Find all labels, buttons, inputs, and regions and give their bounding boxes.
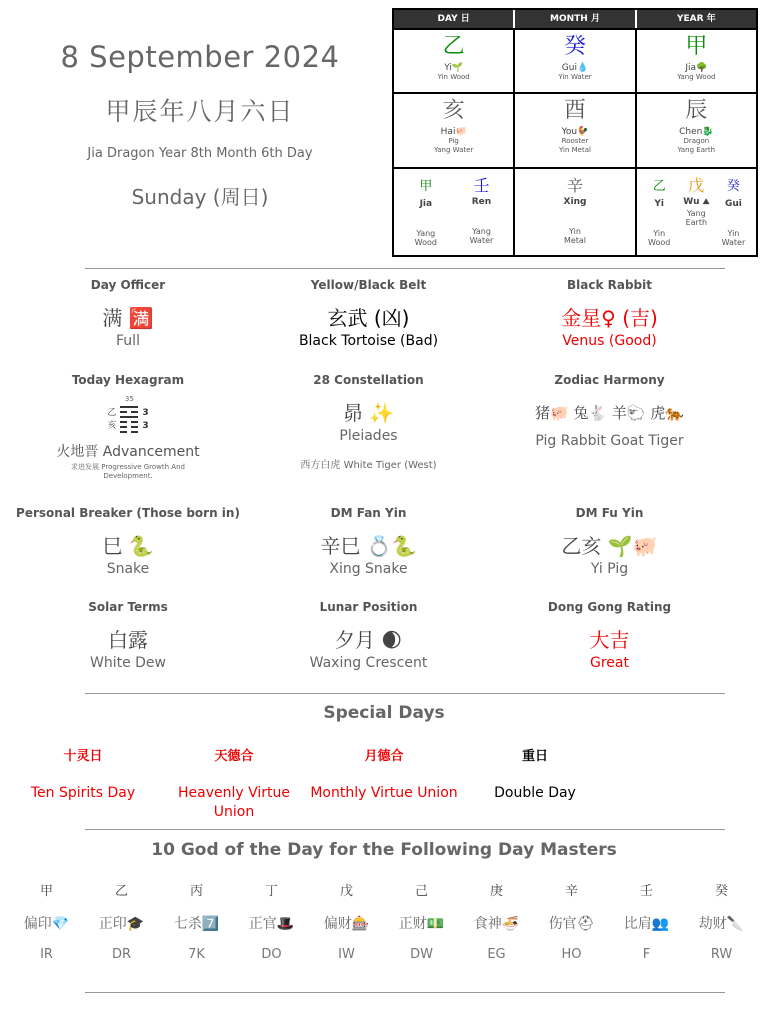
rabbit-en: Venus (Good)	[562, 333, 657, 349]
solar-zh: 白露	[108, 628, 148, 652]
hexagram-line	[120, 406, 138, 408]
hidden-stem	[466, 169, 496, 255]
ten-god-item	[459, 880, 534, 962]
hexagram-name: 火地晋 Advancement	[56, 444, 200, 460]
stem-cell-year	[637, 30, 756, 92]
branch-char: 酉	[563, 98, 586, 123]
date-chinese: 甲辰年八月六日	[105, 97, 295, 126]
branch-element: Yang Water	[433, 146, 474, 154]
special-day-en: Double Day	[494, 785, 576, 801]
branch-label: Chen🐉	[679, 127, 714, 137]
belt-zh: 玄武 (凶)	[327, 306, 410, 330]
hidden-stem	[560, 169, 590, 255]
dong-gong-rating	[481, 600, 738, 671]
day-officer-zh: 满 🈵	[102, 306, 154, 330]
god-name: 伤官⛑	[548, 916, 595, 932]
hidden-stem-roman: Ren	[471, 197, 492, 207]
branch-animal: Rooster	[561, 137, 589, 145]
branch-animal: Dragon	[683, 137, 710, 145]
stem-cell-day	[394, 30, 515, 92]
hexagram-line	[120, 411, 138, 413]
belt-en: Black Tortoise (Bad)	[298, 333, 439, 349]
god-name: 偏印💎	[23, 916, 70, 932]
hexagram-figure	[0, 395, 256, 441]
god-stem: 辛	[564, 884, 578, 899]
hidden-stem-roman: Yi	[654, 199, 664, 209]
hidden-cell-day	[394, 169, 515, 255]
pillar-header-year: YEAR 年	[676, 14, 716, 24]
hidden-stem-char: 癸	[726, 179, 740, 194]
special-day-item	[18, 745, 148, 803]
hexagram-upper: 乙	[107, 408, 117, 418]
date-header	[0, 40, 400, 210]
god-abbr: DR	[111, 947, 132, 962]
weekday: Sunday (周日)	[131, 185, 269, 209]
date-subtitle: Jia Dragon Year 8th Month 6th Day	[87, 146, 313, 161]
hexagram-lower: 亥	[107, 421, 117, 431]
hidden-stem-char: 壬	[473, 176, 490, 195]
dong-gong-zh: 大吉	[589, 628, 630, 652]
hidden-stem-polarity: Yang	[416, 229, 436, 238]
belt-label: Yellow/Black Belt	[310, 278, 427, 292]
zodiac-en: Pig Rabbit Goat Tiger	[535, 433, 684, 449]
lunar-en: Waxing Crescent	[309, 655, 428, 671]
zodiac-harmony	[481, 373, 738, 481]
god-abbr: 7K	[188, 947, 205, 962]
god-name: 偏财🎰	[323, 916, 370, 932]
constellation	[256, 373, 481, 481]
ten-god-item	[234, 880, 309, 962]
black-rabbit	[481, 278, 738, 349]
branch-element: Yang Earth	[677, 146, 716, 154]
hidden-stem-element: Metal	[563, 236, 587, 245]
day-officer-en: Full	[116, 333, 140, 349]
god-name: 食神🍜	[473, 916, 520, 932]
special-day-en: Monthly Virtue Union	[310, 785, 458, 801]
hexagram-upper-num: 3	[142, 408, 149, 418]
day-officer-label: Day Officer	[90, 278, 166, 292]
today-hexagram	[0, 373, 256, 481]
divider	[85, 268, 725, 269]
zodiac-label: Zodiac Harmony	[554, 373, 665, 387]
god-abbr: F	[642, 947, 651, 962]
stems-row	[394, 28, 756, 92]
fu-yin-label: DM Fu Yin	[575, 506, 644, 520]
hidden-stem-roman: Gui	[724, 199, 742, 209]
special-day-en: Heavenly Virtue Union	[177, 785, 290, 820]
god-abbr: IW	[338, 947, 355, 962]
ten-god-item	[684, 880, 759, 962]
branch-animal: Pig	[448, 137, 459, 145]
hexagram-line	[120, 416, 138, 418]
hidden-cell-month	[515, 169, 636, 255]
hidden-stem	[644, 169, 674, 255]
stem-char: 癸	[563, 34, 586, 59]
god-name: 劫财🔪	[698, 916, 745, 932]
branch-char: 辰	[685, 98, 708, 123]
hidden-stem-polarity: Yang	[686, 209, 706, 218]
day-officer	[0, 278, 256, 349]
dm-fan-yin	[256, 506, 481, 577]
fu-yin-en: Yi Pig	[590, 561, 629, 577]
god-abbr: HO	[561, 947, 582, 962]
branches-row	[394, 92, 756, 167]
god-stem: 丁	[264, 884, 278, 899]
god-stem: 己	[414, 884, 428, 899]
dm-fu-yin	[481, 506, 738, 577]
pillar-header-day: DAY 日	[394, 10, 515, 28]
god-stem: 癸	[714, 884, 728, 899]
hidden-stem-polarity: Yang	[472, 227, 491, 236]
fu-yin-zh: 乙亥 🌱🐖	[561, 534, 658, 558]
hidden-stem	[411, 169, 441, 255]
info-row-3	[0, 506, 768, 577]
ten-gods-title: 10 God of the Day for the Following Day Masters	[151, 840, 617, 860]
info-row-2	[0, 373, 768, 481]
yellow-black-belt	[256, 278, 481, 349]
dong-gong-label: Dong Gong Rating	[547, 600, 672, 614]
hidden-stem	[681, 169, 711, 255]
dong-gong-en: Great	[590, 655, 629, 671]
hexagram-trigram-numbers	[142, 407, 148, 433]
ten-gods-row	[9, 880, 759, 962]
branch-cell-year	[637, 94, 756, 167]
stem-char: 乙	[442, 34, 465, 59]
info-row-1	[0, 278, 768, 349]
hidden-stem-roman: Xing	[563, 197, 587, 207]
constellation-en: Pleiades	[339, 428, 398, 444]
ten-god-item	[384, 880, 459, 962]
lunar-position	[256, 600, 481, 671]
god-stem: 乙	[114, 884, 128, 899]
hexagram-lower-num: 3	[142, 421, 149, 431]
hidden-stem-polarity: Yin	[727, 229, 740, 238]
god-stem: 庚	[489, 884, 503, 899]
god-stem: 甲	[39, 884, 53, 899]
stem-element: Yin Water	[558, 73, 592, 81]
hidden-stem	[718, 169, 748, 255]
stem-cell-month	[515, 30, 636, 92]
solar-label: Solar Terms	[88, 600, 168, 614]
hexagram-desc: 求进发展 Progressive Growth And Development.	[71, 463, 185, 480]
rabbit-label: Black Rabbit	[567, 278, 652, 292]
stem-label: Gui💧	[561, 63, 589, 73]
personal-breaker	[0, 506, 256, 577]
god-abbr: RW	[710, 947, 733, 962]
branch-element: Yin Metal	[559, 146, 591, 154]
lunar-label: Lunar Position	[319, 600, 418, 614]
god-stem: 壬	[639, 884, 653, 899]
special-day-item	[475, 745, 595, 803]
pillars-header	[394, 10, 756, 28]
fan-yin-label: DM Fan Yin	[330, 506, 407, 520]
hidden-stem-element: Water	[469, 236, 494, 245]
hidden-stem-roman	[681, 197, 711, 207]
constellation-note: 西方白虎 White Tiger (West)	[300, 460, 437, 471]
god-name: 正财💵	[398, 916, 445, 932]
branch-label: You🐓	[561, 127, 589, 137]
god-abbr: DW	[410, 947, 433, 962]
hidden-stem-char: 戊	[688, 176, 705, 195]
god-abbr: EG	[487, 947, 506, 962]
constellation-zh: 昴 ✨	[342, 401, 395, 425]
hidden-stem-element: Earth	[685, 218, 708, 227]
special-day-zh: 天德合	[214, 749, 254, 764]
breaker-zh: 巳 🐍	[102, 534, 154, 558]
hidden-stem-char: 辛	[566, 176, 583, 195]
special-day-en: Ten Spirits Day	[30, 785, 136, 801]
breaker-en: Snake	[106, 561, 150, 577]
info-row-4	[0, 600, 768, 671]
god-stem: 丙	[189, 884, 203, 899]
date-english: 8 September 2024	[60, 40, 340, 74]
breaker-label: Personal Breaker (Those born in)	[16, 506, 240, 520]
special-day-zh: 月德合	[364, 749, 404, 764]
constellation-label: 28 Constellation	[313, 373, 424, 387]
divider	[85, 992, 725, 993]
hidden-stem-polarity: Yin	[569, 227, 581, 236]
stem-label: Jia🌳	[685, 63, 708, 73]
branch-cell-day	[394, 94, 515, 167]
god-name: 正官🎩	[248, 916, 295, 932]
hidden-stem-element: Water	[721, 238, 746, 247]
hexagram-trigram-labels	[107, 407, 116, 433]
solar-en: White Dew	[89, 655, 166, 671]
divider	[85, 829, 725, 830]
hexagram-line	[120, 421, 138, 423]
stem-label: Yi🌱	[444, 63, 464, 73]
pillars-table	[392, 8, 758, 257]
god-abbr: DO	[261, 947, 282, 962]
ten-god-item	[84, 880, 159, 962]
branch-label: Hai🐖	[440, 127, 467, 137]
hexagram-line	[120, 426, 138, 428]
special-day-item	[173, 745, 295, 822]
stem-char: 甲	[685, 34, 708, 59]
ten-god-item	[534, 880, 609, 962]
stem-element: Yang Wood	[677, 73, 716, 81]
hexagram-number: 35	[124, 395, 134, 403]
god-stem: 戊	[339, 884, 353, 899]
hexagram-label: Today Hexagram	[71, 373, 185, 387]
divider	[85, 693, 725, 694]
god-abbr: IR	[40, 947, 53, 962]
hidden-stem-element: Wood	[414, 238, 437, 247]
hidden-stem-roman-text: Wu	[683, 197, 700, 207]
hexagram-lines-icon	[120, 395, 138, 436]
hexagram-line	[120, 431, 138, 433]
special-day-zh: 重日	[521, 749, 548, 764]
god-name: 正印🎓	[98, 916, 145, 932]
ten-god-item	[159, 880, 234, 962]
hidden-stem-char: 乙	[652, 179, 666, 194]
hidden-stem-element: Wood	[648, 238, 671, 247]
god-name: 比肩👥	[623, 916, 670, 932]
mountain-icon: ⛰	[702, 197, 710, 206]
lunar-zh: 夕月 🌒	[334, 628, 403, 652]
branch-char: 亥	[442, 98, 465, 123]
hidden-stem-char: 甲	[419, 179, 433, 194]
zodiac-zh: 猪🐖 兔🐇 羊🐑 虎🐅	[534, 404, 684, 422]
special-days-title: Special Days	[323, 703, 445, 723]
ten-god-item	[309, 880, 384, 962]
ten-god-item	[9, 880, 84, 962]
ten-god-item	[609, 880, 684, 962]
special-day-zh: 十灵日	[63, 749, 103, 764]
hidden-stems-row	[394, 167, 756, 255]
hidden-stem-polarity: Yin	[653, 229, 666, 238]
fan-yin-en: Xing Snake	[329, 561, 408, 577]
hidden-cell-year	[637, 169, 756, 255]
hidden-stem-roman: Jia	[419, 199, 433, 209]
solar-terms	[0, 600, 256, 671]
stem-element: Yin Wood	[437, 73, 470, 81]
pillar-header-month: MONTH 月	[515, 10, 636, 28]
rabbit-zh: 金星♀ (吉)	[561, 306, 658, 330]
fan-yin-zh: 辛巳 💍🐍	[320, 534, 417, 558]
special-day-item	[308, 745, 460, 803]
god-name: 七杀7️⃣	[173, 916, 220, 932]
branch-cell-month	[515, 94, 636, 167]
